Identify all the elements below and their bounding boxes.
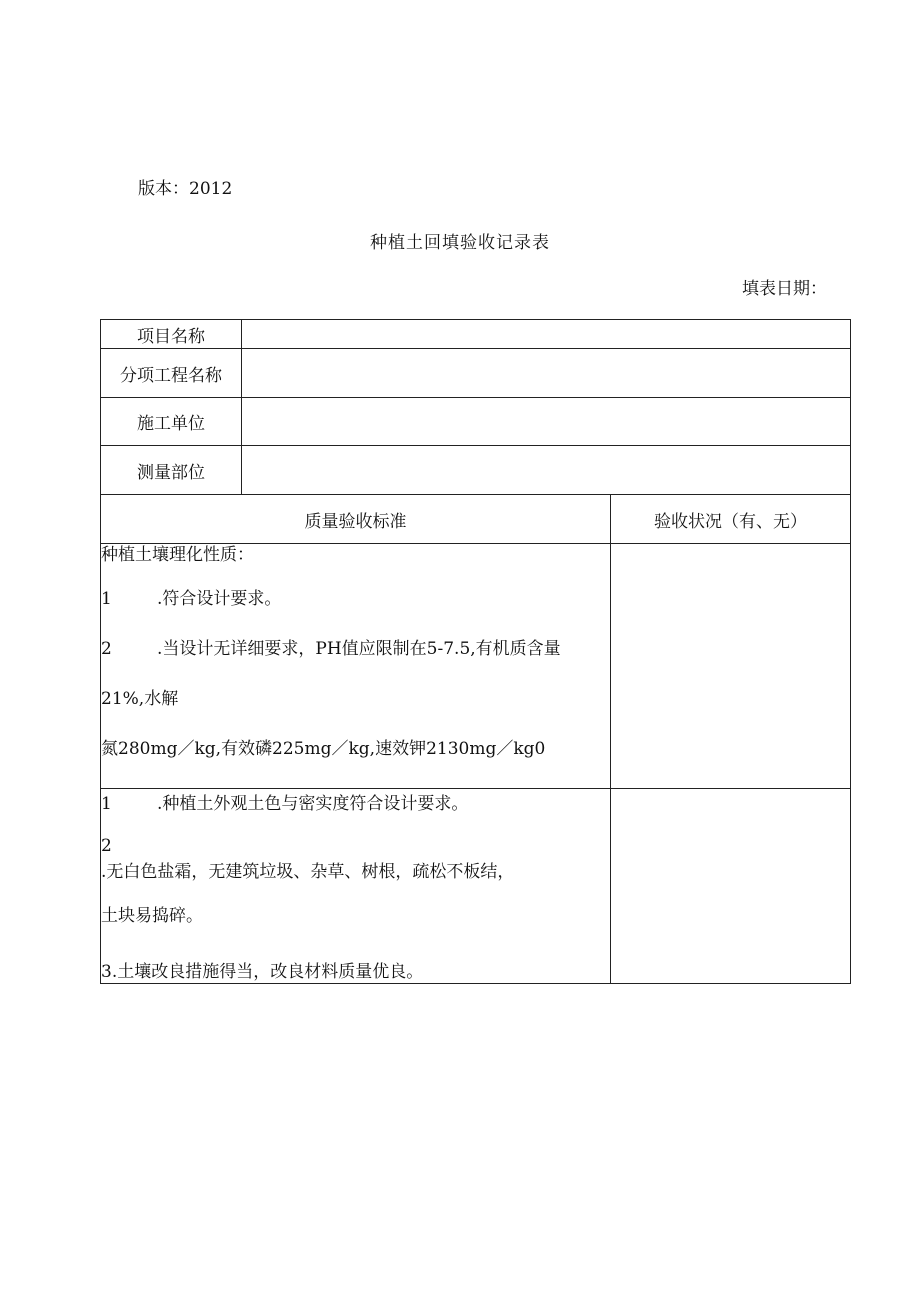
project-name-label: 项目名称: [101, 320, 242, 349]
group1-item-1: [101, 588, 610, 638]
standard-header: 质量验收标准: [101, 495, 611, 544]
measurement-location-field[interactable]: [242, 446, 851, 495]
subproject-name-field[interactable]: [242, 349, 851, 398]
project-name-field[interactable]: [242, 320, 851, 349]
criteria-group-2: [101, 789, 611, 984]
group2-item-3: 3.土壤改良措施得当，改良材料质量优良。: [101, 962, 424, 982]
group1-item-1-num: 1: [101, 589, 112, 609]
group2-item-1: [101, 789, 610, 833]
info-row-contractor: [101, 398, 851, 446]
info-row-subproject: [101, 349, 851, 398]
group2-item-1-text: .种植土外观土色与密实度符合设计要求。: [157, 794, 469, 814]
info-row-project: [101, 320, 851, 349]
contractor-label: 施工单位: [101, 398, 242, 446]
criteria-group-1: [101, 544, 611, 789]
info-row-location: [101, 446, 851, 495]
fill-date-label: 填表日期：: [742, 279, 827, 299]
group1-item-2-cont1: 21%,水解: [101, 689, 179, 709]
group1-item-1-text: .符合设计要求。: [157, 589, 282, 609]
status-header: 验收状况（有、无）: [611, 495, 851, 544]
group2-status-field[interactable]: [611, 789, 851, 984]
group1-item-2-num: 2: [101, 639, 112, 659]
criteria-row-2: [101, 789, 851, 984]
header-row: [101, 495, 851, 544]
subproject-name-label: 分项工程名称: [101, 349, 242, 398]
group2-item-2-cont: 土块易捣碎。: [101, 906, 203, 926]
group2-item-2-num: 2: [101, 836, 112, 856]
group1-item-2-cont2: 氮280mg／kg,有效磷225mg／kg,速效钾2130mg／kg0: [101, 739, 546, 759]
group1-item-2-text: .当设计无详细要求，PH值应限制在5-7.5,有机质含量: [157, 639, 561, 659]
group1-heading: 种植土壤理化性质：: [101, 545, 254, 565]
criteria-row-1: [101, 544, 851, 789]
page-title: 种植土回填验收记录表: [370, 233, 550, 253]
version-label: 版本：2012: [138, 179, 233, 199]
measurement-location-label: 测量部位: [101, 446, 242, 495]
group1-item-2: [101, 638, 610, 688]
group2-item-2-text: .无白色盐霜，无建筑垃圾、杂草、树根，疏松不板结，: [101, 862, 515, 882]
group1-status-field[interactable]: [611, 544, 851, 789]
group2-item-1-num: 1: [101, 794, 112, 814]
inspection-form-table: [100, 319, 851, 984]
group2-item-2: [101, 833, 610, 905]
contractor-field[interactable]: [242, 398, 851, 446]
